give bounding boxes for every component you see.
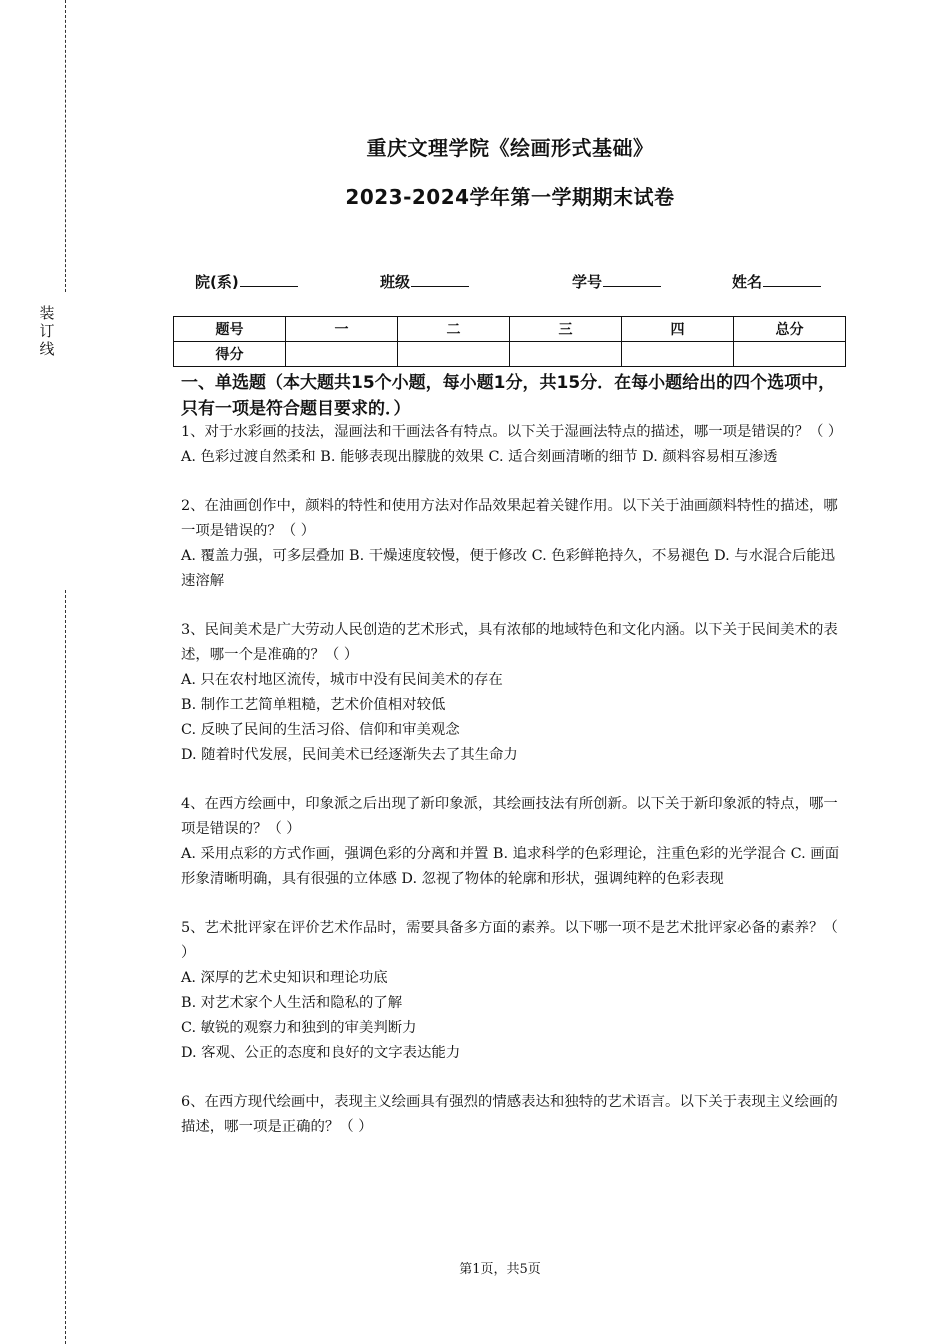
exam-subtitle: 2023-2024学年第一学期期末试卷 <box>345 185 675 209</box>
class-label: 班级 <box>380 273 411 291</box>
question-item <box>181 916 841 1066</box>
question-options: A. 采用点彩的方式作画，强调色彩的分离和并置 B. 追求科学的色彩理论，注重色彩的光学混合 C. 画面形象清晰明确，具有很强的立体感 D. 忽视了物体的轮廓和形状，强调纯粹的色彩表现 <box>181 846 840 887</box>
class-blank[interactable] <box>411 270 469 287</box>
score-table-row-header: 得分 <box>174 342 286 367</box>
question-option: A. 只在农村地区流传，城市中没有民间美术的存在 <box>181 672 503 688</box>
question-stem: 2、在油画创作中，颜料的特性和使用方法对作品效果起着关键作用。以下关于油画颜料特性的描述，哪一项是错误的？（ ） <box>181 498 838 539</box>
question-list <box>181 420 841 1164</box>
question-item <box>181 494 841 594</box>
score-table <box>173 316 846 367</box>
question-stem: 6、在西方现代绘画中，表现主义绘画具有强烈的情感表达和独特的艺术语言。以下关于表现主义绘画的描述，哪一项是正确的？（ ） <box>181 1094 838 1135</box>
student-id-blank[interactable] <box>603 270 661 287</box>
question-stem: 3、民间美术是广大劳动人民创造的艺术形式，具有浓郁的地域特色和文化内涵。以下关于民间美术的表述，哪一个是准确的？（ ） <box>181 622 838 663</box>
binding-label-char: 线 <box>39 340 55 358</box>
score-cell[interactable] <box>622 342 734 367</box>
question-stem: 5、艺术批评家在评价艺术作品时，需要具备多方面的素养。以下哪一项不是艺术批评家必备的素养？（ ） <box>181 920 838 961</box>
question-option: C. 敏锐的观察力和独到的审美判断力 <box>181 1020 417 1036</box>
binding-dashed-line <box>65 590 66 1344</box>
question-option: C. 反映了民间的生活习俗、信仰和审美观念 <box>181 722 460 738</box>
question-option: D. 客观、公正的态度和良好的文字表达能力 <box>181 1045 461 1061</box>
dept-field[interactable] <box>195 270 298 292</box>
page-footer: 第1页，共5页 <box>459 1262 541 1277</box>
binding-label-char: 装 <box>39 304 55 322</box>
binding-dashed-line <box>65 0 66 292</box>
student-id-field[interactable] <box>572 270 661 292</box>
score-cell[interactable] <box>510 342 622 367</box>
score-table-column: 三 <box>510 317 622 342</box>
question-option: D. 随着时代发展，民间美术已经逐渐失去了其生命力 <box>181 747 518 763</box>
student-info-row <box>0 270 950 292</box>
class-field[interactable] <box>380 270 469 292</box>
dept-label: 院(系) <box>195 273 239 291</box>
score-table-row-header: 题号 <box>174 317 286 342</box>
question-option: B. 制作工艺简单粗糙，艺术价值相对较低 <box>181 697 446 713</box>
question-item <box>181 618 841 768</box>
student-id-label: 学号 <box>572 273 603 291</box>
question-stem: 4、在西方绘画中，印象派之后出现了新印象派，其绘画技法有所创新。以下关于新印象派的特点，哪一项是错误的？（ ） <box>181 796 838 837</box>
section-heading: 一、单选题（本大题共15个小题，每小题1分，共15分．在每小题给出的四个选项中，只有一项是符合题目要求的．） <box>181 373 836 419</box>
score-cell[interactable] <box>734 342 846 367</box>
binding-label <box>37 304 57 358</box>
score-table-column: 一 <box>286 317 398 342</box>
question-option: B. 对艺术家个人生活和隐私的了解 <box>181 995 403 1011</box>
question-options: A. 覆盖力强，可多层叠加 B. 干燥速度较慢，便于修改 C. 色彩鲜艳持久，不易褪色 D. 与水混合后能迅速溶解 <box>181 548 836 589</box>
score-table-score-row <box>174 342 846 367</box>
score-cell[interactable] <box>286 342 398 367</box>
question-stem: 1、对于水彩画的技法，湿画法和干画法各有特点。以下关于湿画法特点的描述，哪一项是错误的？（ ） <box>181 424 843 440</box>
score-table-header-row <box>174 317 846 342</box>
question-option: A. 深厚的艺术史知识和理论功底 <box>181 970 388 986</box>
score-table-column: 总分 <box>734 317 846 342</box>
score-table-column: 四 <box>622 317 734 342</box>
dept-blank[interactable] <box>240 270 298 287</box>
question-item <box>181 420 841 470</box>
question-item <box>181 1090 841 1140</box>
score-cell[interactable] <box>398 342 510 367</box>
exam-title: 重庆文理学院《绘画形式基础》 <box>366 136 654 160</box>
name-field[interactable] <box>732 270 821 292</box>
binding-label-char: 订 <box>39 322 55 340</box>
question-item <box>181 792 841 892</box>
name-blank[interactable] <box>763 270 821 287</box>
score-table-column: 二 <box>398 317 510 342</box>
name-label: 姓名 <box>732 273 763 291</box>
question-options: A. 色彩过渡自然柔和 B. 能够表现出朦胧的效果 C. 适合刻画清晰的细节 D. 颜料容易相互渗透 <box>181 449 778 465</box>
